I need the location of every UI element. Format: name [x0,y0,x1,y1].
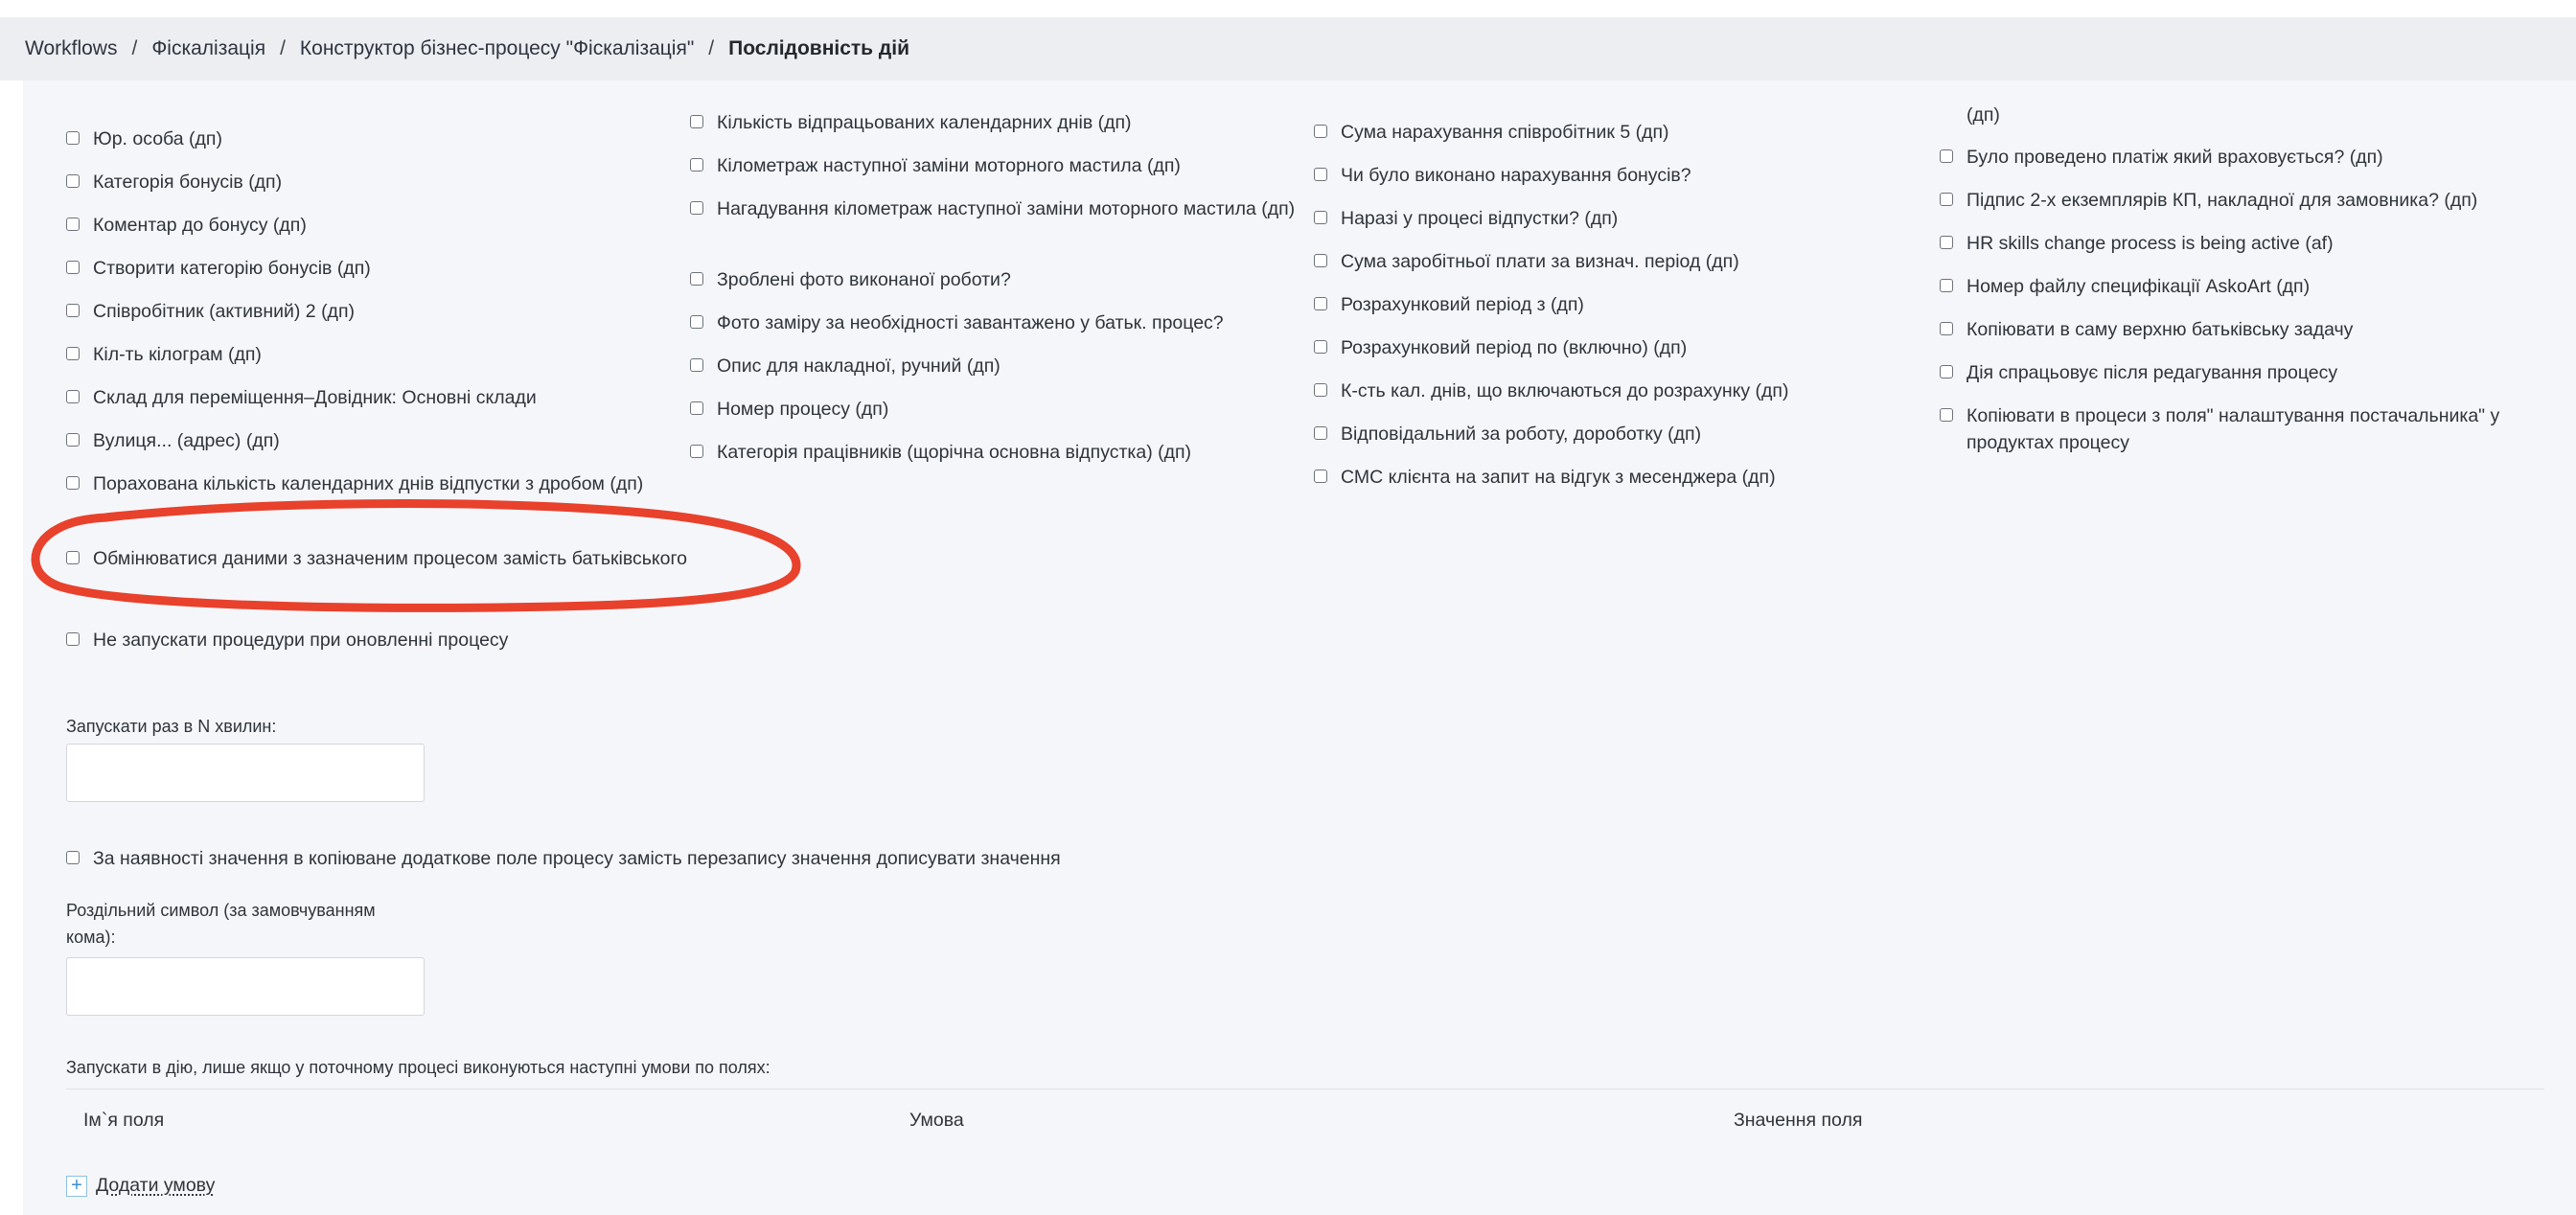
breadcrumb-separator: / [131,37,138,59]
checkbox-label: Не запускати процедури при оновленні процесу [93,630,509,651]
breadcrumb [0,37,909,60]
append-value-checkbox-item[interactable] [66,845,1061,872]
checkbox-item[interactable] [66,384,537,411]
breadcrumb-separator: / [280,37,286,59]
checkbox-item[interactable] [690,353,1000,379]
checkbox[interactable] [690,272,703,286]
no-procedures-checkbox-item[interactable] [66,627,508,653]
run-every-label: Запускати раз в N хвилин: [66,717,277,736]
column-header-condition: Умова [909,1110,964,1131]
checkbox-label: Номер файлу специфікації AskoArt (дп) [1966,276,2311,297]
checkbox[interactable] [66,433,80,447]
checkbox-item[interactable] [1314,421,1701,447]
checkbox[interactable] [66,632,80,646]
checkbox[interactable] [1940,149,1953,163]
plus-icon: + [66,1176,87,1197]
add-condition-button[interactable] [66,1175,215,1197]
checkbox-label: СМС клієнта на запит на відгук з месенджера (дп) [1341,467,1776,488]
checkbox-item[interactable] [66,298,355,325]
checkbox-label: Дія спрацьовує після редагування процесу [1966,362,2338,383]
checkbox-label: За наявності значення в копіюване додаткове поле процесу замість перезапису значення дописувати значення [93,848,1061,869]
checkbox-item[interactable] [1940,316,2353,343]
checkbox[interactable] [1314,383,1327,397]
separator-symbol-input[interactable] [66,957,425,1016]
checkbox-item[interactable] [690,309,1224,336]
checkbox[interactable] [690,401,703,415]
checkbox-item[interactable] [66,255,371,282]
checkbox-label: Сума нарахування співробітник 5 (дп) [1341,122,1669,143]
checkbox[interactable] [66,551,80,564]
checkbox[interactable] [66,476,80,490]
checkbox-item[interactable] [66,341,262,368]
checkbox-item[interactable] [1314,378,1788,404]
checkbox-label: Сума заробітньої плати за визнач. період (дп) [1341,251,1739,272]
checkbox-label: HR skills change process is being active (af) [1966,233,2334,254]
checkbox[interactable] [1940,322,1953,335]
checkbox-label: К-сть кал. днів, що включаються до розрахунку (дп) [1341,380,1789,401]
checkbox[interactable] [690,445,703,458]
checkbox-label: Копіювати в саму верхню батьківську задачу [1966,319,2354,340]
checkbox[interactable] [690,115,703,128]
checkbox[interactable] [66,851,80,864]
column-header-field-name: Ім`я поля [83,1110,165,1131]
breadcrumb-fiscalization[interactable]: Фіскалізація [151,37,266,59]
checkbox[interactable] [66,304,80,317]
checkbox[interactable] [1314,125,1327,138]
checkbox-item[interactable] [1940,402,2553,456]
checkbox[interactable] [1314,168,1327,181]
exchange-data-checkbox-item[interactable] [66,545,687,572]
checkbox-item[interactable] [1314,291,1584,318]
checkbox-item[interactable] [1940,273,2310,300]
checkbox[interactable] [66,390,80,403]
checkbox[interactable] [1940,408,1953,422]
checkbox-item[interactable] [690,396,888,423]
checkbox-item[interactable] [690,195,1303,222]
checkbox-item[interactable] [1940,144,2383,171]
checkbox[interactable] [1314,470,1327,483]
checkbox-item[interactable] [66,169,282,195]
checkbox-label: Наразі у процесі відпустки? (дп) [1341,208,1619,229]
checkbox[interactable] [1940,279,1953,292]
checkbox-label: Кілометраж наступної заміни моторного мастила (дп) [717,155,1181,176]
checkbox-item[interactable] [66,212,307,239]
checkbox-label: Вулиця... (адрес) (дп) [93,430,280,451]
checkbox-label: Розрахунковий період з (дп) [1341,294,1584,315]
checkbox-label: Порахована кількість календарних днів відпустки з дробом (дп) [93,473,644,494]
checkbox[interactable] [1940,365,1953,378]
checkbox[interactable] [690,201,703,215]
checkbox[interactable] [66,174,80,188]
checkbox-item[interactable] [1940,359,2337,386]
checkbox[interactable] [1940,236,1953,249]
checkbox-item[interactable] [1314,119,1669,146]
checkbox-label: Створити категорію бонусів (дп) [93,258,371,279]
checkbox-label: Відповідальний за роботу, дороботку (дп) [1341,424,1702,445]
checkbox-item[interactable] [66,470,643,497]
checkbox[interactable] [1314,426,1327,440]
checkbox[interactable] [690,158,703,172]
checkbox[interactable] [1940,193,1953,206]
checkbox-label: Фото заміру за необхідності завантажено у батьк. процес? [717,312,1224,333]
checkbox-label: Коментар до бонусу (дп) [93,215,307,236]
checkbox-item[interactable] [1314,162,1691,189]
checkbox-label: Було проведено платіж який враховується? (дп) [1966,147,2383,168]
checkbox-item[interactable] [66,427,280,454]
checkbox[interactable] [66,218,80,231]
checkbox[interactable] [1314,211,1327,224]
checkbox-item[interactable] [690,109,1132,136]
checkbox-label: Юр. особа (дп) [93,128,222,149]
checkbox-label: Підпис 2-х екземплярів КП, накладної для замовника? (дп) [1966,190,2478,211]
checkbox[interactable] [66,131,80,145]
checkbox-item[interactable] [1314,334,1687,361]
checkbox-label: Номер процесу (дп) [717,399,889,420]
checkbox-label: Копіювати в процеси з поля" налаштування постачальника" у продуктах процесу [1966,405,2500,453]
checkbox-label: Кіл-ть кілограм (дп) [93,344,262,365]
checkbox-label: Нагадування кілометраж наступної заміни моторного мастила (дп) [717,198,1296,219]
run-every-input[interactable] [66,744,425,802]
checkbox[interactable] [66,261,80,274]
checkbox-label-continuation: (дп) [1966,104,2000,126]
checkbox[interactable] [1314,254,1327,267]
checkbox-label: Опис для накладної, ручний (дп) [717,355,1000,377]
checkbox[interactable] [66,347,80,360]
checkbox-label: Співробітник (активний) 2 (дп) [93,301,355,322]
checkbox-item[interactable] [690,439,1191,466]
checkbox[interactable] [1314,297,1327,310]
checkbox-label: Зроблені фото виконаної роботи? [717,269,1011,290]
action-settings-panel [23,80,2576,1215]
separator-symbol-label: Роздільний символ (за замовчуванням кома): [66,901,376,947]
breadcrumb-process-builder[interactable]: Конструктор бізнес-процесу "Фіскалізація" [299,37,695,59]
breadcrumb-separator: / [708,37,715,59]
breadcrumb-workflows[interactable]: Workflows [25,37,118,59]
checkbox-item[interactable] [66,126,222,152]
conditions-label: Запускати в дію, лише якщо у поточному процесі виконуються наступні умови по полях: [66,1058,770,1077]
checkbox-label: Розрахунковий період по (включно) (дп) [1341,337,1688,358]
checkbox-item[interactable] [690,152,1181,179]
checkbox-item[interactable] [690,266,1011,293]
checkbox-label: Кількість відпрацьованих календарних днів (дп) [717,112,1132,133]
column-header-field-value: Значення поля [1734,1110,1863,1131]
checkbox[interactable] [1314,340,1327,354]
checkbox[interactable] [690,315,703,329]
checkbox-item[interactable] [1314,248,1739,275]
breadcrumb-current-page: Послідовність дій [728,37,909,59]
checkbox-item[interactable] [1940,187,2477,214]
checkbox[interactable] [690,358,703,372]
add-condition-label: Додати умову [96,1175,216,1196]
checkbox-item[interactable] [1940,230,2334,257]
checkbox-label: Чи було виконано нарахування бонусів? [1341,165,1691,186]
checkbox-label: Склад для переміщення–Довідник: Основні склади [93,387,537,408]
checkbox-label: Категорія бонусів (дп) [93,172,283,193]
breadcrumb-bar [0,17,2576,80]
checkbox-item[interactable] [1314,464,1776,491]
checkbox-label: Обмінюватися даними з зазначеним процесом замість батьківського [93,548,688,569]
checkbox-label: Категорія працівників (щорічна основна відпустка) (дп) [717,442,1192,463]
checkbox-item[interactable] [1314,205,1618,232]
